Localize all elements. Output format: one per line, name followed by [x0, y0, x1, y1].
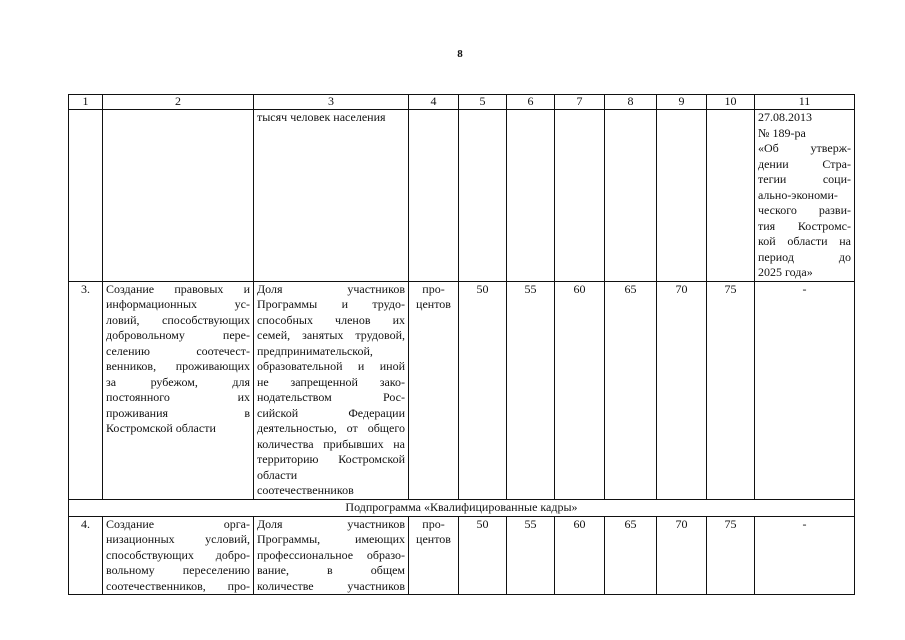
header-cell: 1: [69, 95, 103, 110]
text-line: нодательством Рос-: [257, 390, 405, 404]
header-cell: 5: [459, 95, 507, 110]
table-row: [69, 516, 855, 595]
text-line: проживания в: [106, 405, 250, 420]
value-cell: 70: [657, 516, 707, 595]
value-cell: 60: [555, 281, 605, 499]
text-line: № 189-ра: [758, 125, 806, 140]
unit-cell: [409, 516, 459, 595]
text-line: способствующих добро-: [106, 547, 250, 562]
text-line: Программы, имеющих: [257, 532, 405, 546]
text-line: территорию Костромской: [257, 452, 405, 466]
table-header-row: [69, 95, 855, 110]
text-line: деятельностью, от общего: [257, 421, 405, 435]
header-cell: 3: [254, 95, 409, 110]
text-line: Костромской области: [106, 421, 216, 435]
text-line: соотечественников, про-: [106, 578, 250, 593]
text-line: добровольному пере-: [106, 328, 250, 342]
text-line: Создание правовых и: [106, 281, 250, 296]
document-reference-cell: -: [755, 281, 855, 499]
text-line: низационных условий,: [106, 532, 250, 546]
text-line: сийской Федерации: [257, 405, 405, 420]
row-number: 4.: [69, 516, 103, 595]
value-cell: 55: [507, 281, 555, 499]
text-line: «Об утверж-: [758, 141, 851, 155]
text-line: ально-экономи-: [758, 187, 838, 202]
text-line: Программы и трудо-: [257, 297, 405, 311]
text-line: Доля участников: [257, 281, 405, 296]
text-line: про-: [422, 281, 445, 296]
text-line: тегии соци-: [758, 172, 851, 186]
text-line: 27.08.2013: [758, 110, 812, 124]
section-row: [69, 499, 855, 516]
table-row: [69, 110, 855, 282]
activity-cell: [103, 516, 254, 595]
value-cell: 70: [657, 281, 707, 499]
text-line: тия Костромс-: [758, 218, 851, 233]
text-line: про-: [422, 516, 445, 531]
text-line: ческого разви-: [758, 203, 851, 217]
document-reference-cell: [755, 110, 855, 282]
row-number: 3.: [69, 281, 103, 499]
header-cell: 4: [409, 95, 459, 110]
text-line: области: [257, 467, 298, 482]
text-line: профессиональное образо-: [257, 547, 405, 562]
text-line: не запрещенной зако-: [257, 374, 405, 389]
unit-cell: [409, 281, 459, 499]
text-line: за рубежом, для: [106, 374, 250, 389]
text-line: Создание орга-: [106, 516, 250, 531]
activity-cell: [103, 281, 254, 499]
text-line: центов: [416, 532, 451, 546]
value-cell: 75: [707, 281, 755, 499]
table-row: [69, 281, 855, 499]
text-line: Доля участников: [257, 516, 405, 531]
header-cell: 2: [103, 95, 254, 110]
header-cell: 6: [507, 95, 555, 110]
text-line: центов: [416, 297, 451, 311]
page-number: 8: [457, 48, 463, 60]
text-line: вание, в общем: [257, 563, 405, 577]
section-title: Подпрограмма «Квалифицированные кадры»: [69, 499, 855, 516]
value-cell: 65: [605, 516, 657, 595]
text-line: способных членов их: [257, 312, 405, 327]
text-line: количестве участников: [257, 578, 405, 593]
value-cell: 75: [707, 516, 755, 595]
value-cell: 50: [459, 516, 507, 595]
text-line: соотечественников: [257, 483, 354, 497]
document-reference-cell: -: [755, 516, 855, 595]
text-line: количества прибывших на: [257, 436, 405, 451]
header-cell: 8: [605, 95, 657, 110]
text-line: постоянного их: [106, 390, 250, 404]
header-cell: 10: [707, 95, 755, 110]
text-line: селению соотечест-: [106, 343, 250, 358]
indicators-table: [68, 94, 855, 595]
text-line: период до: [758, 249, 851, 264]
text-line: вольному переселению: [106, 563, 250, 577]
header-cell: 11: [755, 95, 855, 110]
value-cell: 60: [555, 516, 605, 595]
text-line: кой области на: [758, 234, 851, 248]
value-cell: 50: [459, 281, 507, 499]
header-cell: 9: [657, 95, 707, 110]
indicator-cell: тысяч человек населения: [254, 110, 409, 282]
text-line: дении Стра-: [758, 156, 851, 171]
text-line: информационных ус-: [106, 297, 250, 311]
text-line: ловий, способствующих: [106, 312, 250, 327]
value-cell: 65: [605, 281, 657, 499]
value-cell: 55: [507, 516, 555, 595]
text-line: 2025 года»: [758, 265, 813, 279]
indicator-cell: [254, 281, 409, 499]
indicator-cell: [254, 516, 409, 595]
header-cell: 7: [555, 95, 605, 110]
text-line: венников, проживающих: [106, 359, 250, 373]
text-line: образовательной и иной: [257, 359, 405, 373]
text-line: предпринимательской,: [257, 343, 373, 358]
text-line: семей, занятых трудовой,: [257, 328, 405, 342]
